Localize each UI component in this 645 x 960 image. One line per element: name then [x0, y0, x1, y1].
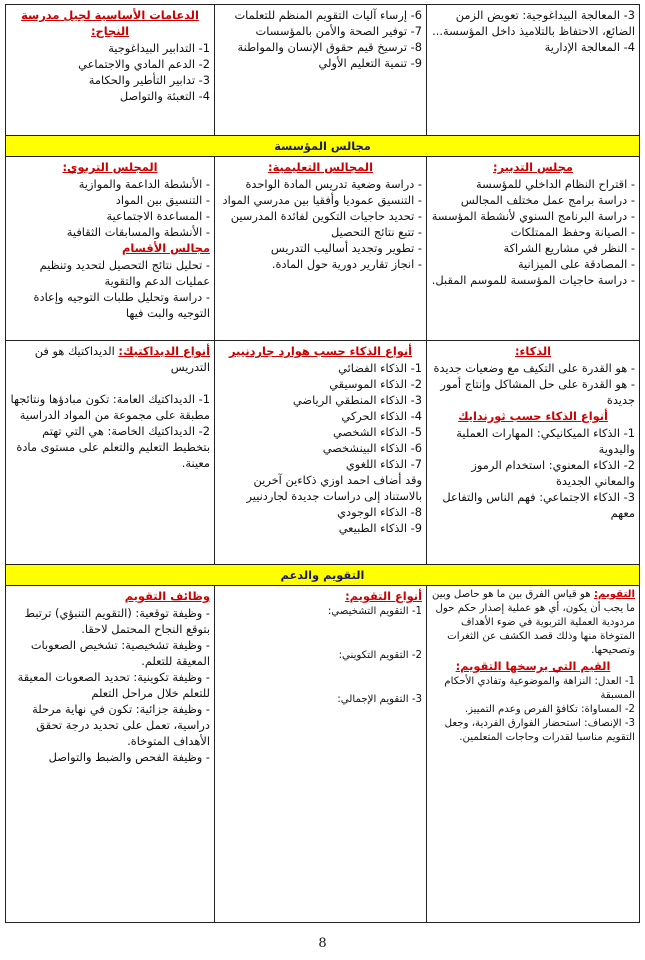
list-item: 6- إرساء آليات التقويم المنظم للتعلمات — [234, 8, 422, 22]
list-item: - دراسة حاجيات المؤسسة للموسم المقبل. — [431, 273, 635, 287]
list-item: - تحليل نتائج التحصيل لتحديد وتنظيم عمليات الدعم والتقوية — [39, 258, 210, 288]
section-heading: أنواع الذكاء حسب هوارد جاردنيير — [228, 344, 413, 358]
list-item: - تحديد حاجيات التكوين لفائدة المدرسين — [230, 209, 422, 223]
definition-text — [431, 588, 635, 658]
cell-management-council — [427, 157, 640, 341]
list-item: - التنسيق بين المواد — [115, 193, 210, 207]
list-item: 3- تدابير التأطير والحكامة — [88, 73, 210, 87]
list-item: 2- الديداكتيك الخاصة: هي التي تهتم بتخطيط التعليم والتعلم على مستوى مادة معينة. — [16, 424, 210, 470]
section-heading: التقويم: — [593, 589, 635, 600]
section-heading: الذكاء: — [514, 344, 552, 358]
list-item: 3- الذكاء الاجتماعي: فهم الناس والتفاعل معهم — [442, 490, 635, 520]
list-item: 8- ترسيخ قيم حقوق الإنسان والمواطنة — [237, 40, 422, 54]
section-heading: مجلس التدبير: — [493, 160, 573, 174]
list-item: 9- تنمية التعليم الأولي — [318, 56, 422, 70]
cell-evaluation-functions — [6, 586, 215, 923]
list-item: - اقتراح النظام الداخلي للمؤسسة — [476, 177, 635, 191]
didactics-intro — [10, 343, 210, 375]
section-heading: وظائف التقويم — [124, 589, 210, 603]
spacer — [219, 663, 422, 693]
list-item: 1- التدابير البيداغوجية — [108, 41, 210, 55]
list-item: - وظيفة الفحص والضبط والتواصل — [48, 750, 210, 764]
band-title: التقويم والدعم — [280, 568, 365, 582]
section-band — [6, 136, 640, 157]
page-number: 8 — [318, 936, 327, 951]
list-item: 8- الذكاء الوجودي — [337, 505, 422, 519]
spacer — [219, 619, 422, 649]
intro-text: الديداكتيك هو فن التدريس — [34, 344, 210, 374]
list-item: - دراسة وتحليل طلبات التوجيه وإعادة التوجيه والبت فيها — [33, 290, 210, 320]
list-item: 9- الذكاء الطبيعي — [338, 521, 422, 535]
cell-educational-council — [6, 157, 215, 341]
section-heading: القيم التي يرسخها التقويم: — [455, 659, 611, 673]
list-item: 4- التعبئة والتواصل — [119, 89, 210, 103]
list-item: - دراسة وضعية تدريس المادة الواحدة — [245, 177, 422, 191]
list-item: 1- التقويم التشخيصي: — [327, 606, 422, 617]
list-item: - وظيفة جزائية: تكون في نهاية مرحلة دراسية، تعمل على تحديد درجة تحقق الأهداف المتوخاة. — [32, 702, 210, 748]
list-item: 7- توفير الصحة والأمن بالمؤسسات — [255, 24, 422, 38]
summary-table — [5, 4, 640, 923]
section-heading: المجالس التعليمية: — [268, 160, 373, 174]
list-item: - الأنشطة والمسابقات الثقافية — [66, 225, 210, 239]
section-heading: الدعامات الأساسية لجيل مدرسة النجاح: — [21, 8, 199, 38]
definition-body: هو قياس الفرق بين ما هو حاصل وبين ما يجب أن يكون، أي هو عملية إصدار حكم حول مردودية العملية التربوية في ضوء الأهداف المتوخاة منها وذلك قصد الكشف عن الثغرات وتصحيحها. — [432, 589, 635, 656]
list-item: 2- التقويم التكويني: — [338, 650, 422, 661]
list-item: - المصادقة على الميزانية — [517, 257, 635, 271]
document-page — [6, 4, 640, 923]
section-band — [6, 565, 640, 586]
band-title: مجالس المؤسسة — [274, 139, 371, 153]
table-row — [6, 586, 640, 923]
section-heading: أنواع التقويم: — [345, 589, 422, 603]
list-item: - النظر في مشاريع الشراكة — [503, 241, 635, 255]
list-item: وقد أضاف احمد اوزي ذكاءين آخرين بالاستناد إلى دراسات جديدة لجاردنيير — [246, 473, 422, 503]
list-item: 7- الذكاء اللغوي — [345, 457, 422, 471]
cell-gardner-intelligences — [215, 341, 427, 565]
list-item: - المساعدة الاجتماعية — [106, 209, 210, 223]
list-item: - هو القدرة على التكيف مع وضعيات جديدة — [433, 361, 635, 375]
list-item: - تتبع نتائج التحصيل — [330, 225, 422, 239]
cell-didactics-types — [6, 341, 215, 565]
list-item: 2- الذكاء الموسيقي — [329, 377, 422, 391]
list-item: 3- الذكاء المنطقي الرياضي — [292, 393, 422, 407]
section-heading: أنواع الديداكتيك: — [118, 344, 210, 358]
table-row — [6, 341, 640, 565]
list-item: - وظيفة تكوينية: تحديد الصعوبات المعيقة للتعلم خلال مراحل التعلم — [17, 670, 210, 700]
list-item: - التنسيق عموديا وأفقيا بين مدرسي المواد — [222, 193, 422, 207]
list-item: 3- المعالجة البيداغوجية: تعويض الزمن الضائع، الاحتفاظ بالتلاميذ داخل المؤسسة... — [432, 8, 635, 38]
list-item: - وظيفة توقعية: (التقويم التنبؤي) ترتبط بتوقع النجاح المحتمل لاحقا. — [24, 606, 210, 636]
list-item: 1- الذكاء الفضائي — [338, 361, 422, 375]
band-school-councils — [6, 136, 640, 157]
list-item: 3- الإنصاف: استحضار الفوارق الفردية، وجعل التقويم مناسبا لقدرات وحاجات المتعلمين. — [444, 718, 635, 743]
cell-evaluation-types — [215, 586, 427, 923]
cell-success-school-pillars — [6, 5, 215, 136]
list-item: - دراسة برامج عمل مختلف المجالس — [460, 193, 635, 207]
list-item: 1- العدل: النزاهة والموضوعية وتفادي الأحكام المسبقة — [444, 676, 635, 701]
list-item: 2- المساواة: تكافؤ الفرص وعدم التمييز. — [464, 704, 635, 715]
list-item: - انجاز تقارير دورية حول المادة. — [271, 257, 422, 271]
list-item: 4- المعالجة الإدارية — [544, 40, 635, 54]
list-item: 2- الذكاء المعنوي: استخدام الرموز والمعاني الجديدة — [471, 458, 635, 488]
list-item: - الأنشطة الداعمة والموازية — [78, 177, 210, 191]
list-item: 2- الدعم المادي والاجتماعي — [78, 57, 210, 71]
cell-intelligence — [427, 341, 640, 565]
cell-evaluation-definition — [427, 586, 640, 923]
cell-pedagogical-treatment — [427, 5, 640, 136]
list-item: 4- الذكاء الحركي — [341, 409, 422, 423]
section-heading: مجالس الأقسام — [122, 241, 210, 255]
list-item: 1- الذكاء الميكانيكي: المهارات العملية واليدوية — [456, 426, 635, 456]
list-item: - دراسة البرنامج السنوي لأنشطة المؤسسة — [431, 209, 635, 223]
list-item: 5- الذكاء الشخصي — [333, 425, 422, 439]
section-heading: أنواع الذكاء حسب ثورندايك — [458, 409, 608, 423]
list-item: 6- الذكاء البينشخصي — [322, 441, 422, 455]
list-item: - تطوير وتجديد أساليب التدريس — [270, 241, 422, 255]
cell-evaluation-mechanisms — [215, 5, 427, 136]
band-evaluation-support — [6, 565, 640, 586]
list-item: 1- الديداكتيك العامة: تكون مبادؤها ونتائجها مطبقة على مجموعة من المواد الدراسية — [10, 392, 210, 422]
cell-teaching-councils — [215, 157, 427, 341]
list-item: - هو القدرة على حل المشاكل وإنتاج أمور جديدة — [440, 377, 635, 407]
section-heading: المجلس التربوي: — [62, 160, 158, 174]
table-row — [6, 5, 640, 136]
list-item: - الصيانة وحفظ الممتلكات — [510, 225, 635, 239]
table-row — [6, 157, 640, 341]
list-item: 3- التقويم الإجمالي: — [337, 694, 422, 705]
list-item: - وظيفة تشخيصية: تشخيص الصعوبات المعيقة للتعلم. — [30, 638, 210, 668]
